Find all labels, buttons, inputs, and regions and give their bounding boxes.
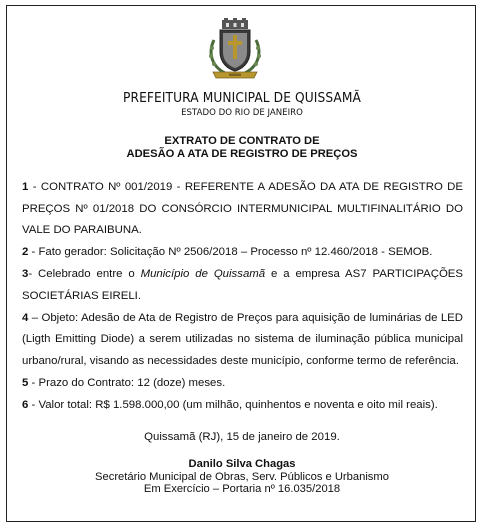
clause-4 <box>22 308 463 373</box>
signatory-name: Danilo Silva Chagas <box>188 458 296 470</box>
clause-text: Prazo do Contrato: 12 (doze) meses. <box>38 376 226 389</box>
signatory-status: Em Exercício – Portaria nº 16.035/2018 <box>143 483 341 496</box>
clause-text: CONTRATO Nº 001/2019 - REFERENTE A ADESÃO DA ATA DE REGISTRO DE PREÇOS Nº 01/2018 DO CONSÓRCIO INTERMUNICIPAL MULTIFINALITÁRIO DO VALE DO PARAIBUNA. <box>22 181 464 236</box>
date-line: Quissamã (RJ), 15 de janeiro de 2019. <box>144 431 340 443</box>
clause-number: 5 <box>22 376 29 389</box>
clause-3 <box>22 264 463 307</box>
clause-separator: - <box>28 398 39 411</box>
document-heading-line-2: ADESÃO A ATA DE REGISTRO DE PREÇOS <box>126 148 358 160</box>
document-heading-line-1: EXTRATO DE CONTRATO DE <box>164 135 320 147</box>
signatory-role: Secretário Municipal de Obras, Serv. Públicos e Urbanismo <box>95 470 389 483</box>
clause-text: Objeto: Adesão de Ata de Registro de Preços para aquisição de luminárias de LED (Ligth Emitting Diode) a serem utilizadas no sistema de iluminação pública municipal urbano/rural, visando as necessidades deste município, conforme termo de referência. <box>22 311 463 367</box>
government-subtitle: ESTADO DO RIO DE JANEIRO <box>181 108 303 118</box>
clause-text: Valor total: R$ 1.598.000,00 (um milhão, quinhentos e noventa e oito mil reais). <box>38 398 438 411</box>
clause-number: 2 <box>22 246 29 258</box>
clause-number: 4 <box>22 311 29 324</box>
clause-number: 6 <box>22 398 29 411</box>
clause-separator: - <box>28 376 39 389</box>
clause-separator: - <box>28 246 39 258</box>
clause-separator: – <box>28 311 42 324</box>
contract-clauses <box>22 177 463 417</box>
clause-separator: - <box>28 181 41 193</box>
clause-6 <box>22 395 463 417</box>
clause-text: Celebrado entre o <box>38 268 141 280</box>
clause-number: 3 <box>22 268 29 280</box>
clause-text: e a empresa AS7 PARTICIPAÇÕES SOCIETÁRIAS EIRELI. <box>22 268 463 302</box>
clause-separator: - <box>28 268 39 280</box>
clause-5 <box>22 373 463 395</box>
clause-1 <box>22 177 463 242</box>
document-heading <box>0 135 484 161</box>
clause-text: Fato gerador: Solicitação Nº 2506/2018 – Processo nº 12.460/2018 - SEMOB. <box>38 246 433 258</box>
signature-block <box>0 458 484 496</box>
municipal-coat-of-arms-icon <box>205 18 265 80</box>
clause-number: 1 <box>22 181 29 193</box>
clause-text-italic: Município de Quissamã <box>140 268 266 280</box>
clause-2 <box>22 242 463 264</box>
government-title: PREFEITURA MUNICIPAL DE QUISSAMÃ <box>123 90 361 106</box>
